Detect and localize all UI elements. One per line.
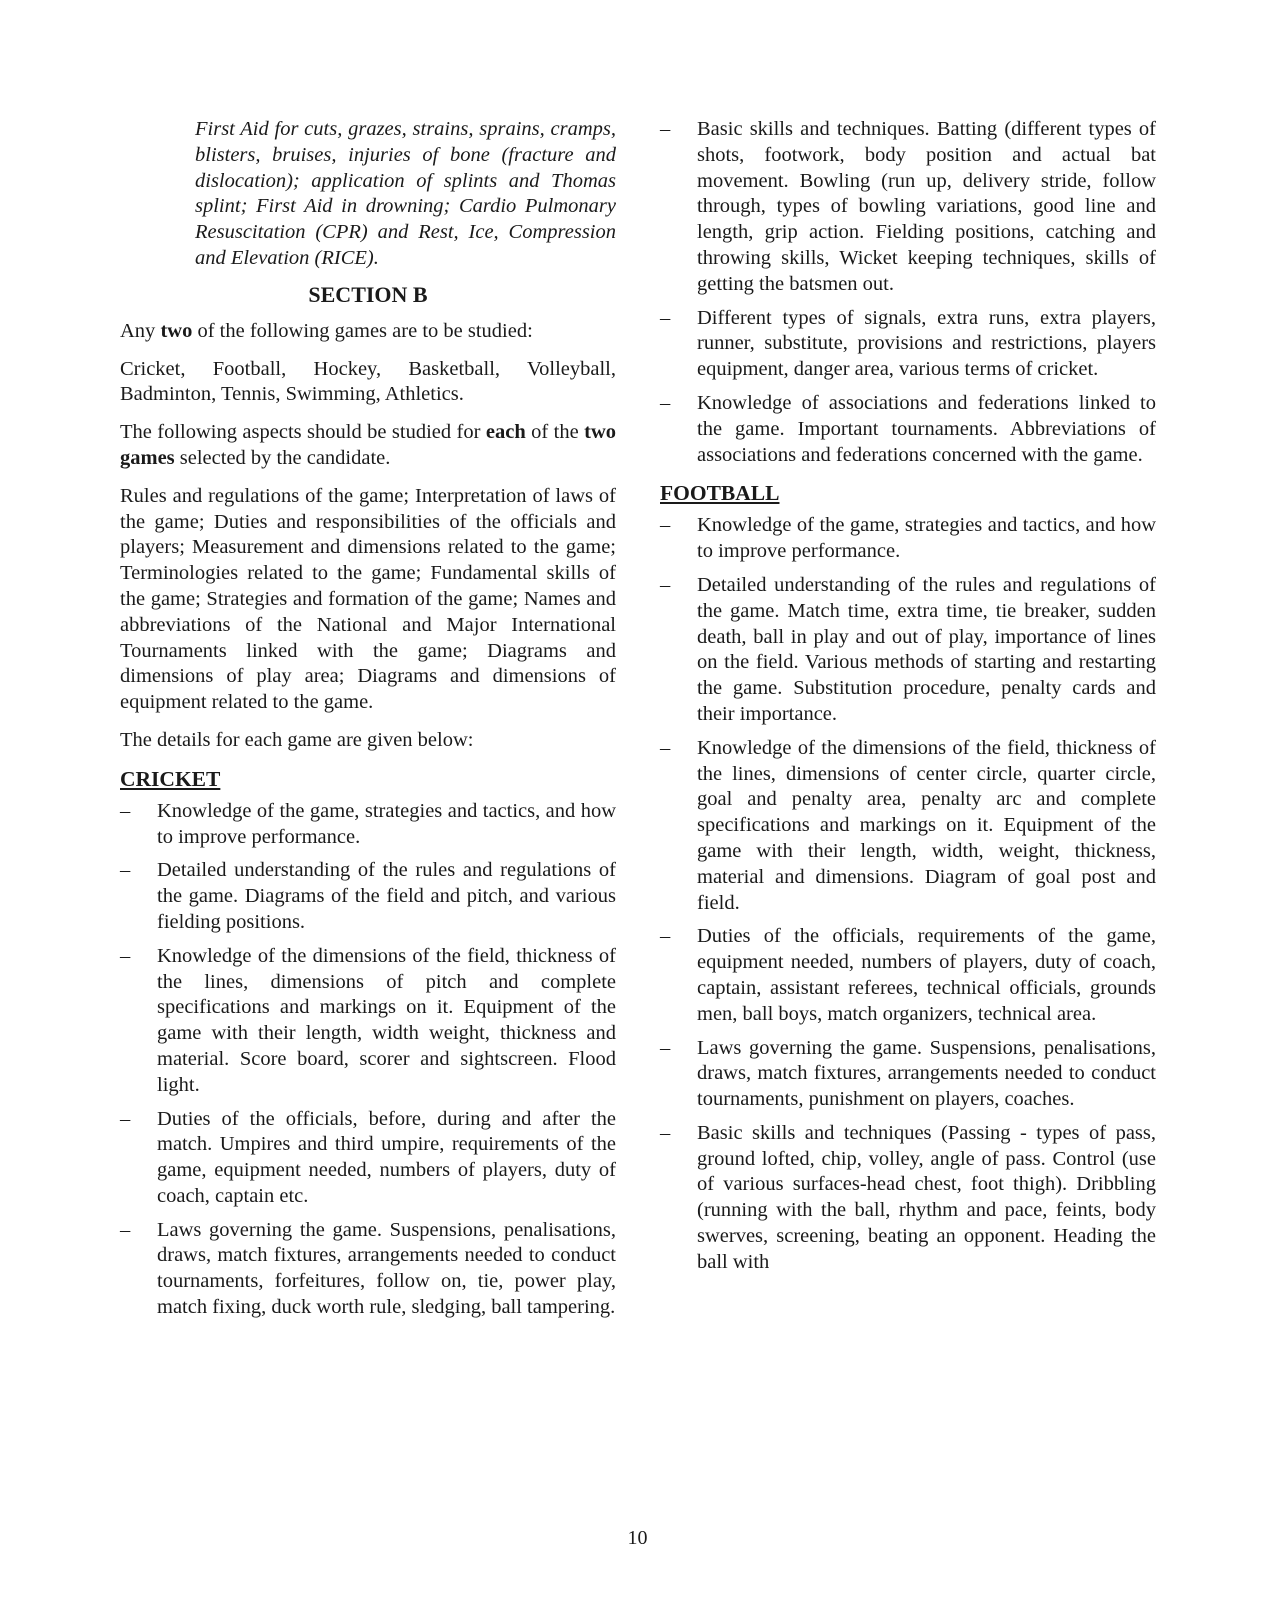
dash-bullet: – xyxy=(660,1121,671,1144)
football-list xyxy=(660,513,1156,1275)
first-aid-paragraph: First Aid for cuts, grazes, strains, sprains, cramps, blisters, bruises, injuries of bone (fracture and dislocation); application of splints and Thomas splint; First Aid in drowning; Cardio Pulmonary Resuscitation (CPR) and Rest, Ice, Compression and Elevation (RICE). xyxy=(195,118,616,269)
dash-bullet: – xyxy=(120,799,131,822)
page-number: 10 xyxy=(627,1527,648,1549)
cricket-list-continued xyxy=(660,117,1156,468)
dash-bullet: – xyxy=(120,859,131,882)
list-item: – Knowledge of the game, strategies and tactics, and how to improve performance. xyxy=(120,799,616,848)
list-item: – Basic skills and techniques (Passing - types of pass, ground lofted, chip, volley, angle of pass. Control (use of various surfaces-head chest, foot thigh). Dribbling (running with the ball, rhythm and pace, feints, body swerves, screening, beating an opponent. Heading the ball with xyxy=(660,1121,1156,1273)
aspects-paragraph: Rules and regulations of the game; Interpretation of laws of the game; Duties and responsibilities of the officials and players; Measurement and dimensions related to the game; Terminologies related to the game; Fundamental skills of the game; Strategies and formation of the game; Names and abbreviations of the National and Major International Tournaments linked with the game; Diagrams and dimensions of play area; Diagrams and dimensions of equipment related to the game. xyxy=(120,484,616,714)
section-title: SECTION B xyxy=(308,281,428,307)
list-item: – Laws governing the game. Suspensions, penalisations, draws, match fixtures, arrangements needed to conduct tournaments, punishment on players, coaches. xyxy=(660,1036,1156,1111)
dash-bullet: – xyxy=(660,925,671,948)
dash-bullet: – xyxy=(120,1107,131,1130)
dash-bullet: – xyxy=(660,573,671,596)
list-item: – Knowledge of the dimensions of the field, thickness of the lines, dimensions of pitch and complete specifications and markings on it. Equipment of the game with their length, width weight, thickness and material. Score board, scorer and sightscreen. Flood light. xyxy=(120,944,616,1096)
dash-bullet: – xyxy=(660,736,671,759)
aspects-instruction: The following aspects should be studied for each of the two games selected by the candidate. xyxy=(120,421,617,469)
details-intro: The details for each game are given below: xyxy=(120,728,474,751)
list-item: – Knowledge of associations and federations linked to the game. Important tournaments. Abbreviations of associations and federations concerned with the game. xyxy=(660,391,1156,466)
dash-bullet: – xyxy=(660,118,671,140)
list-item: – Duties of the officials, before, during and after the match. Umpires and third umpire, requirements of the game, equipment needed, numbers of players, duty of coach, captain etc. xyxy=(120,1107,616,1207)
list-item: – Knowledge of the game, strategies and tactics, and how to improve performance. xyxy=(660,514,1156,563)
dash-bullet: – xyxy=(660,391,671,414)
list-item: – Detailed understanding of the rules and regulations of the game. Match time, extra time, tie breaker, sudden death, ball in play and out of play, importance of lines on the field. Various methods of starting and restarting the game. Substitution procedure, penalty cards and their importance. xyxy=(660,573,1156,725)
dash-bullet: – xyxy=(660,306,671,329)
games-list: Cricket, Football, Hockey, Basketball, Volleyball, Badminton, Tennis, Swimming, Athletics. xyxy=(120,357,616,406)
list-item: – Duties of the officials, requirements of the game, equipment needed, numbers of players, duty of coach, captain, assistant referees, technical officials, grounds men, ball boys, match organizers, technical area. xyxy=(660,925,1156,1025)
dash-bullet: – xyxy=(660,1036,671,1059)
right-column xyxy=(660,117,1156,1288)
cricket-list xyxy=(120,799,616,1321)
list-item: – Laws governing the game. Suspensions, penalisations, draws, match fixtures, arrangements needed to conduct tournaments, forfeitures, follow on, tie, power play, match fixing, duck worth rule, sledging, ball tampering. xyxy=(120,1218,616,1319)
football-heading: FOOTBALL xyxy=(660,481,780,506)
list-item: – Detailed understanding of the rules and regulations of the game. Diagrams of the field and pitch, and various fielding positions. xyxy=(120,859,616,933)
cricket-heading: CRICKET xyxy=(120,766,221,791)
dash-bullet: – xyxy=(660,514,671,537)
left-column xyxy=(120,117,616,1333)
dash-bullet: – xyxy=(120,1218,131,1241)
list-item: – Basic skills and techniques. Batting (different types of shots, footwork, body position and actual bat movement. Bowling (run up, delivery stride, follow through, types of bowling variations, good line and length, grip action. Fielding positions, catching and throwing skills, Wicket keeping techniques, skills of getting the batsmen out. xyxy=(660,118,1156,295)
list-item: – Knowledge of the dimensions of the field, thickness of the lines, dimensions of center circle, quarter circle, goal and penalty area, penalty arc and complete specifications and markings on it. Equipment of the game with their length, width, weight, thickness, material and dimensions. Diagram of goal post and field. xyxy=(660,736,1156,914)
list-item: – Different types of signals, extra runs, extra players, runner, substitute, provisions and restrictions, players equipment, danger area, various terms of cricket. xyxy=(660,306,1156,381)
games-instruction: Any two of the following games are to be studied: xyxy=(120,319,533,342)
dash-bullet: – xyxy=(120,944,131,967)
